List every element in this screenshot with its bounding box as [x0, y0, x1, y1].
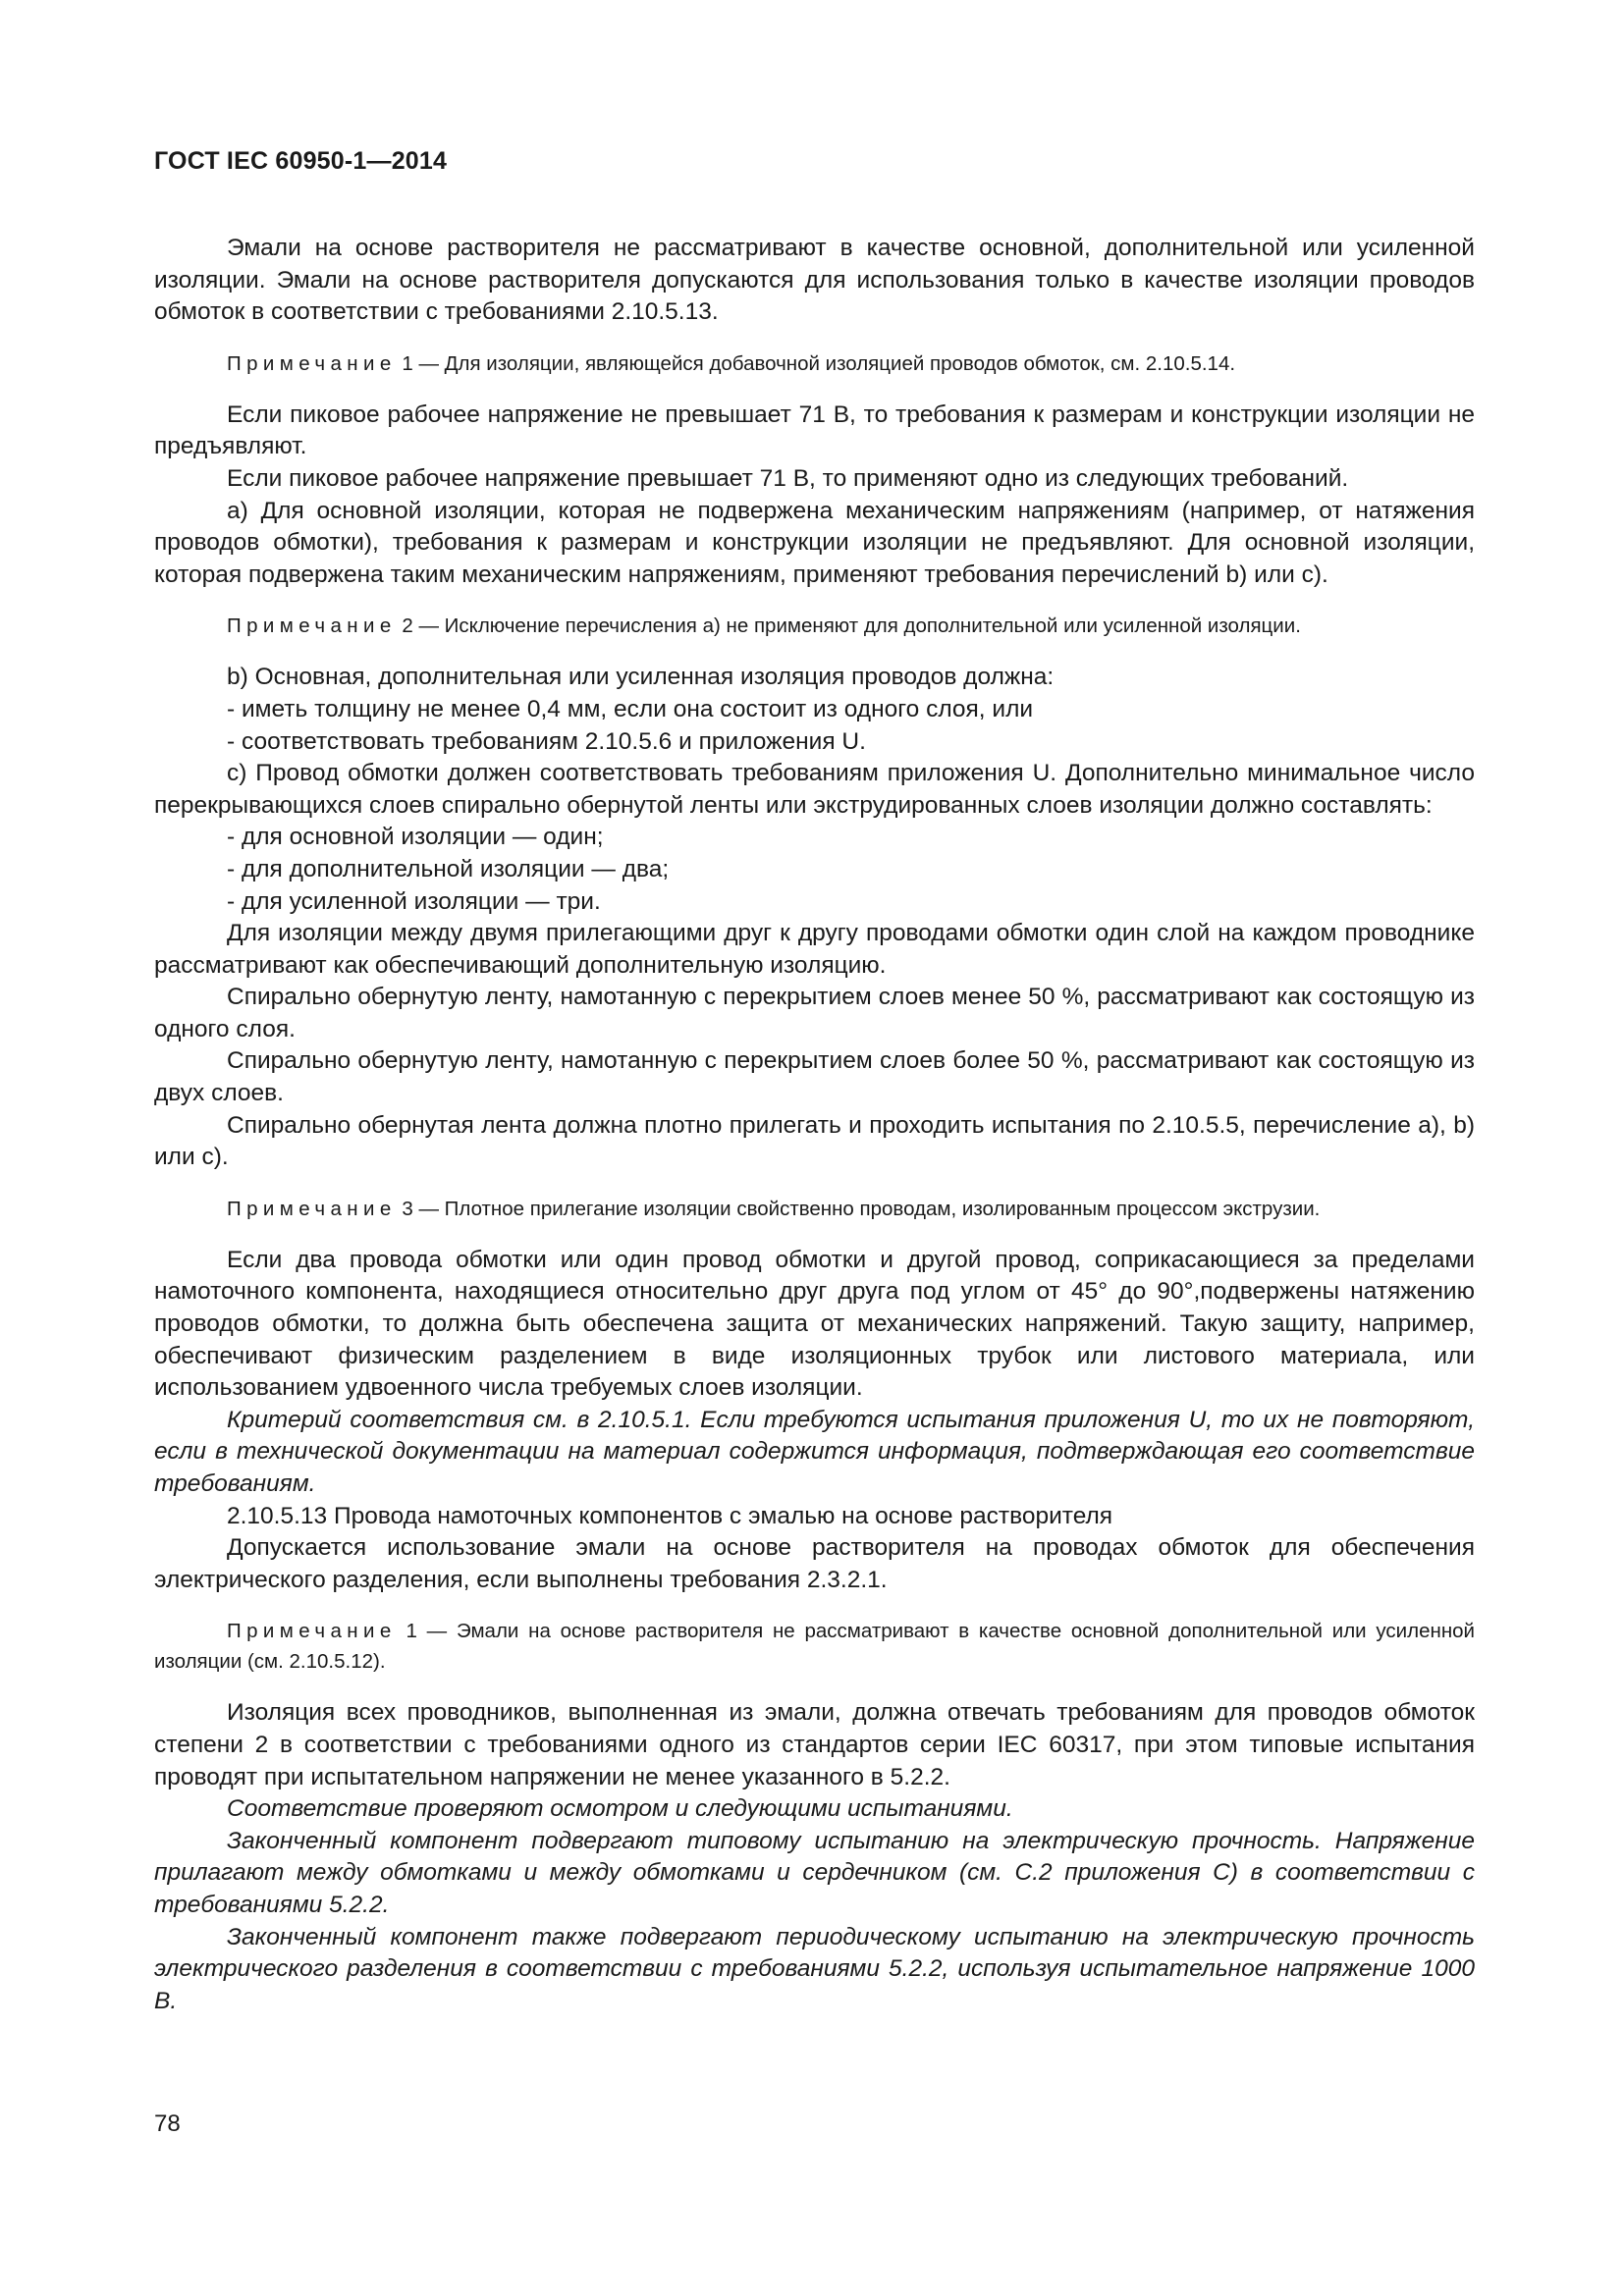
- note: [154, 1616, 1475, 1677]
- paragraph: Допускается использование эмали на основе растворителя на проводах обмоток для обеспечения электрического разделения, если выполнены требования 2.3.2.1.: [154, 1534, 1475, 1593]
- paragraph: c) Провод обмотки должен соответствовать требованиям приложения U. Дополнительно минимальное число перекрывающихся слоев спирально обернутой ленты или экструдированных слоев изоляции должно составлять:: [154, 760, 1475, 819]
- note-text: 1 — Для изоляции, являющейся добавочной изоляцией проводов обмоток, см. 2.10.5.14.: [396, 351, 1236, 375]
- list-item: - для дополнительной изоляции — два;: [227, 855, 670, 882]
- note: [154, 1194, 1475, 1224]
- paragraph: Если два провода обмотки или один провод обмотки и другой провод, соприкасающиеся за пределами намоточного компонента, находящиеся относительно друг друга под углом от 45° до 90°,подвержены натяжению проводов обмотки, то должна быть обеспечена защита от механических напряжений. Такую защиту, например, обеспечивают физическим разделением в виде изоляционных трубок или листового материала, или использованием удвоенного числа требуемых слоев изоляции.: [154, 1246, 1475, 1402]
- note: [154, 348, 1475, 379]
- note-label: Примечание: [227, 614, 397, 638]
- paragraph: Если пиковое рабочее напряжение не превышает 71 В, то требования к размерам и конструкции изоляции не предъявляют.: [154, 400, 1475, 460]
- italic-paragraph: Критерий соответствия см. в 2.10.5.1. Если требуются испытания приложения U, то их не повторяют, если в технической документации на материал содержится информация, подтверждающая его соответствие требованиям.: [154, 1406, 1475, 1497]
- note-label: Примечание: [227, 351, 397, 375]
- list-item: - соответствовать требованиям 2.10.5.6 и приложения U.: [227, 727, 866, 755]
- paragraph: a) Для основной изоляции, которая не подвержена механическим напряжениям (например, от натяжения проводов обмотки), требования к размерам и конструкции изоляции не предъявляют. Для основной изоляции, которая подвержена таким механическим напряжениям, применяют требования перечислений b) или c).: [154, 497, 1475, 588]
- paragraph: Изоляция всех проводников, выполненная из эмали, должна отвечать требованиям для проводов обмоток степени 2 в соответствии с требованиями одного из стандартов серии IEC 60317, при этом типовые испытания проводят при испытательном напряжении не менее указанного в 5.2.2.: [154, 1699, 1475, 1790]
- italic-paragraph: Законченный компонент также подвергают периодическому испытанию на электрическую прочность электрического разделения в соответствии с требованиями 5.2.2, используя испытательное напряжение 1000 В.: [154, 1923, 1475, 2014]
- paragraph: Если пиковое рабочее напряжение превышает 71 В, то применяют одно из следующих требований.: [227, 464, 1349, 492]
- paragraph: b) Основная, дополнительная или усиленная изоляция проводов должна:: [227, 664, 1055, 691]
- paragraph: 2.10.5.13 Провода намоточных компонентов с эмалью на основе растворителя: [227, 1502, 1113, 1529]
- list-item: - для основной изоляции — один;: [227, 824, 604, 851]
- paragraph: Для изоляции между двумя прилегающими друг к другу проводами обмотки один слой на каждом проводнике рассматривают как обеспечивающий дополнительную изоляцию.: [154, 920, 1475, 979]
- document-body: [154, 233, 1475, 2017]
- page-number: 78: [154, 2110, 181, 2137]
- paragraph: Спирально обернутую ленту, намотанную с перекрытием слоев более 50 %, рассматривают как состоящую из двух слоев.: [154, 1047, 1475, 1107]
- note-text: 3 — Плотное прилегание изоляции свойственно проводам, изолированным процессом экструзии.: [396, 1197, 1321, 1220]
- list-item: - для усиленной изоляции — три.: [227, 887, 601, 915]
- note-text: 2 — Исключение перечисления а) не применяют для дополнительной или усиленной изоляции.: [396, 614, 1301, 638]
- note-text: 1 — Эмали на основе растворителя не рассматривают в качестве основной дополнительной или усиленной изоляции (см. 2.10.5.12).: [154, 1620, 1475, 1674]
- paragraph: Спирально обернутую ленту, намотанную с перекрытием слоев менее 50 %, рассматривают как состоящую из одного слоя.: [154, 984, 1475, 1042]
- italic-paragraph: Законченный компонент подвергают типовому испытанию на электрическую прочность. Напряжение прилагают между обмотками и между обмотками и сердечником (см. С.2 приложения С) в соответствии с требованиями 5.2.2.: [154, 1827, 1475, 1918]
- italic-paragraph: Соответствие проверяют осмотром и следующими испытаниями.: [227, 1795, 1013, 1823]
- standard-header: ГОСТ IEC 60950-1—2014: [154, 147, 448, 175]
- page-content: [154, 147, 1475, 2017]
- note: [154, 611, 1475, 641]
- paragraph: Спирально обернутая лента должна плотно прилегать и проходить испытания по 2.10.5.5, перечисление a), b) или c).: [154, 1111, 1475, 1171]
- paragraph: Эмали на основе растворителя не рассматривают в качестве основной, дополнительной или усиленной изоляции. Эмали на основе растворителя допускаются для использования только в качестве изоляции проводов обмоток в соответствии с требованиями 2.10.5.13.: [154, 235, 1475, 326]
- list-item: - иметь толщину не менее 0,4 мм, если она состоит из одного слоя, или: [227, 695, 1034, 722]
- note-label: Примечание: [227, 1620, 397, 1643]
- note-label: Примечание: [227, 1197, 397, 1220]
